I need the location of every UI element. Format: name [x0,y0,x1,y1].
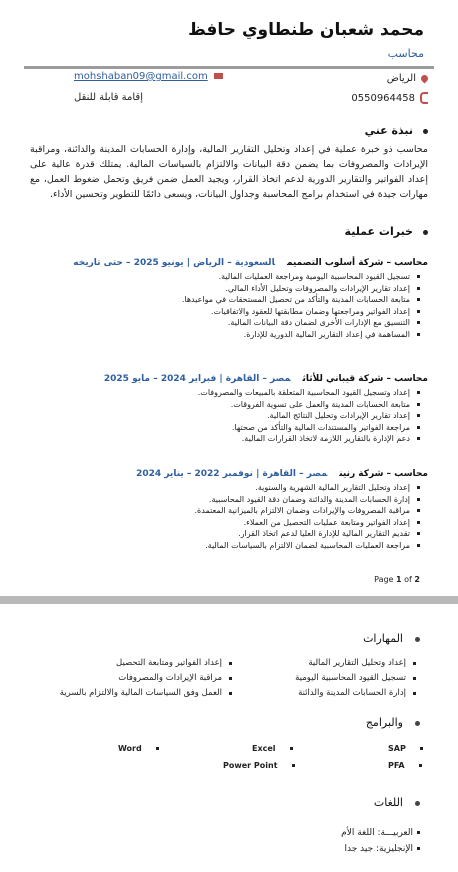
page-current: 1 [396,575,402,584]
location-row [387,73,428,84]
page-two [0,604,458,872]
list-item: إدارة الحسابات المدينة والدائنة [250,686,406,701]
list-item: متابعة الحسابات المدينة والتأكد من تحصيل المستحقات في مواعيدها. [30,294,410,306]
software-item: PFA [388,761,422,770]
software-item: SAP [388,744,423,753]
bullet-dot-icon [415,721,420,726]
job-location-dates: مصر – القاهرة | فبراير 2024 – مايو 2025 [103,374,291,384]
job-title: محاسب – شركة أسلوب التصميم [286,258,428,268]
page-number [374,575,420,584]
software-heading [366,716,420,729]
job-entry-3 [30,469,428,552]
list-item: مراقبة الإيرادات والمصروفات [36,671,222,686]
job-title: محاسب – شركة رنين [339,469,428,479]
header-divider [24,66,434,69]
languages-heading [374,796,420,809]
languages-heading-text: اللغات [373,796,403,809]
job-header [30,258,428,268]
page-prefix: Page [374,575,394,584]
bullet-dot-icon [415,637,420,642]
location-pin-icon [420,73,430,83]
summary-heading-text: نبذة عني [364,124,413,137]
job-location-dates: السعودية – الرياض | يونيو 2025 – حتى تاريخه [73,258,275,268]
residency-row [74,92,214,103]
phone-row [351,92,428,104]
job-header [30,469,428,479]
software-item: Word [118,744,159,753]
list-item: التنسيق مع الإدارات الأخرى لضمان دقة البيانات المالية. [30,317,410,329]
page-total: 2 [414,575,420,584]
list-item: مراجعة الفواتير والمستندات المالية والتأكد من صحتها. [30,422,410,434]
list-item: تقديم التقارير المالية للإدارة العليا لدعم اتخاذ القرار. [30,528,410,540]
list-item: مراقبة المصروفات والإيرادات وضمان الالتزام بالميزانية المعتمدة. [30,505,410,517]
list-item: تسجيل القيود المحاسبية اليومية [250,671,406,686]
list-item: إعداد الفواتير ومتابعة عمليات التحصيل من العملاء. [30,517,410,529]
software-item: Power Point [223,761,295,770]
experience-heading-text: خبرات عملية [344,225,413,238]
candidate-name: محمد شعبان طنطاوي حافظ [188,20,424,40]
job-bullets [30,387,428,445]
page-separator [0,596,458,604]
residency-text: إقامة قابلة للنقل [74,92,143,103]
skills-heading-text: المهارات [363,632,403,645]
list-item: الإنجليزية: جيد جدا [341,841,420,857]
job-title: محاسب [387,47,424,60]
job-title: محاسب – شركة قيباني للأثاث [302,374,428,384]
email-row [74,71,223,82]
list-item: تسجيل القيود المحاسبية اليومية ومراجعة العمليات المالية. [30,271,410,283]
skills-column-left [36,656,236,701]
job-entry-1 [30,258,428,341]
job-location-dates: مصر – القاهرة | نوفمبر 2022 – يناير 2024 [136,469,328,479]
list-item: مراجعة العمليات المحاسبية لضمان الالتزام بالسياسات المالية. [30,540,410,552]
list-item: العربيـــة: اللغة الأم [341,825,420,841]
list-item: إعداد تقارير الإيرادات وتحليل النتائج المالية. [30,410,410,422]
phone-icon [420,92,428,104]
page-of: of [404,575,412,584]
list-item: إعداد تقارير الإيرادات والمصروفات وتحليل الأداء المالي. [30,283,410,295]
envelope-icon [214,73,223,79]
skills-heading [363,632,420,645]
list-item: إدارة الحسابات المدينة والدائنة وضمان دقة القيود المحاسبية. [30,494,410,506]
skills-column-right [250,656,420,701]
experience-heading [345,225,428,238]
software-heading-text: والبرامج [365,716,403,729]
list-item: إعداد وتحليل التقارير المالية الشهرية والسنوية. [30,482,410,494]
list-item: إعداد الفواتير ومتابعة التحصيل [36,656,222,671]
list-item: إعداد وتسجيل القيود المحاسبية المتعلقة بالمبيعات والمصروفات. [30,387,410,399]
list-item: إعداد الفواتير ومراجعتها وضمان مطابقتها للعقود والاتفاقيات. [30,306,410,318]
summary-heading [365,124,428,137]
job-header [30,374,428,384]
software-item: Excel [252,744,293,753]
list-item: المساهمة في إعداد التقارير المالية الدورية للإدارة. [30,329,410,341]
summary-text: محاسب ذو خبرة عملية في إعداد وتحليل التقارير المالية، وإدارة الحسابات المدينة والدائنة، ومراقبة الإيرادات والمصروفات بما يضمن دقة البيانات والالتزام بالسياسات المالية. يمتلك قدرة عالية على إعداد الفواتير والتقارير الدورية لدعم اتخاذ القرار، ويجيد العمل ضمن فريق وتحمل ضغوط العمل، مع مهارات جيدة في استخدام برامج المحاسبة وجداول البيانات، ويسعى دائمًا للتطوير وتحسين الأداء. [30,144,428,200]
bullet-dot-icon [423,230,428,235]
bullet-dot-icon [423,129,428,134]
location-text: الرياض [386,73,416,84]
bullet-dot-icon [415,801,420,806]
list-item: دعم الإدارة بالتقارير اللازمة لاتخاذ القرارات المالية. [30,433,410,445]
job-bullets [30,271,428,341]
list-item: متابعة الحسابات المدينة والعمل على تسوية الفروقات. [30,399,410,411]
job-bullets [30,482,428,552]
languages-list [341,825,420,857]
list-item: إعداد وتحليل التقارير المالية [250,656,406,671]
phone-text: 0550964458 [351,93,415,104]
list-item: العمل وفق السياسات المالية والالتزام بالسرية [36,686,222,701]
job-entry-2 [30,374,428,445]
email-link[interactable]: mohshaban09@gmail.com [74,71,208,82]
